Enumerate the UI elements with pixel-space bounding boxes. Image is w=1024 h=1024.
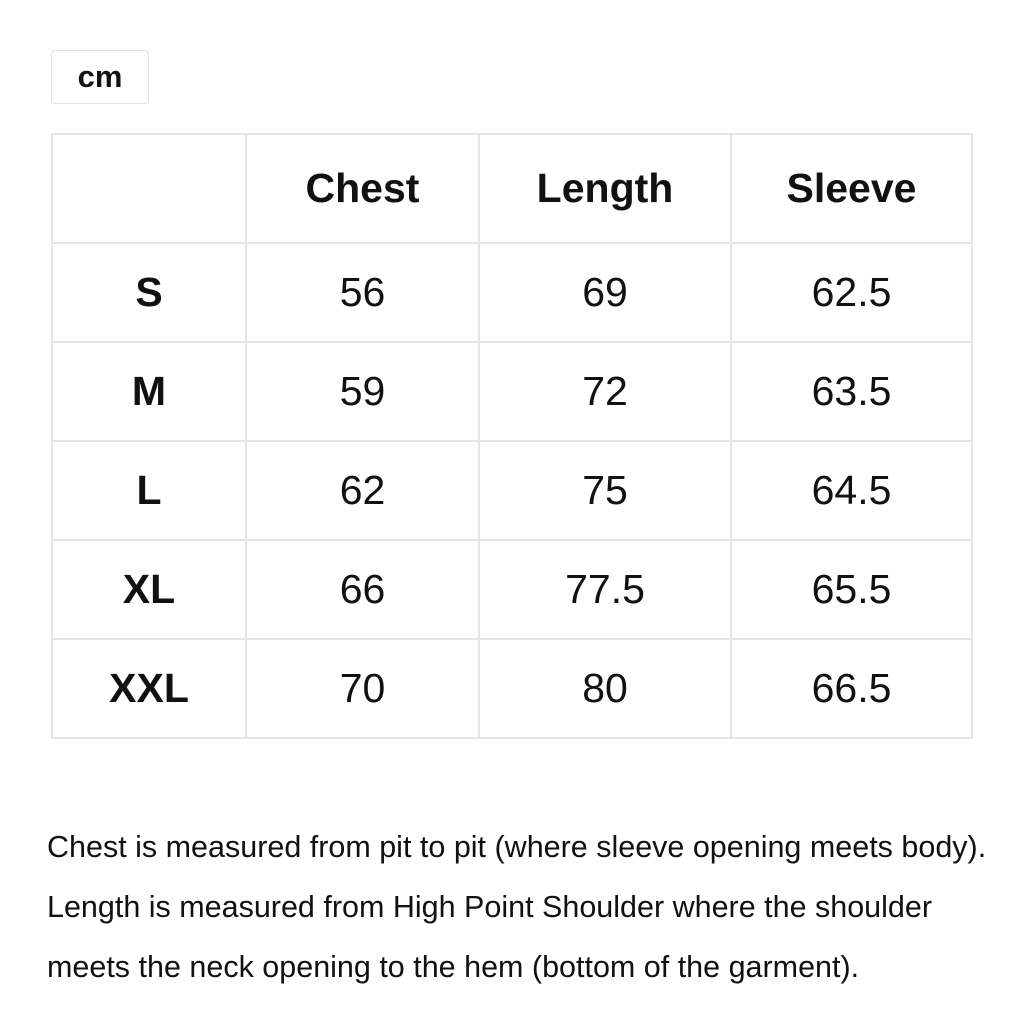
- table-header-row: [52, 134, 972, 243]
- sleeve-value: 66.5: [731, 639, 972, 738]
- sleeve-value: 62.5: [731, 243, 972, 342]
- table-row: [52, 243, 972, 342]
- header-length: Length: [479, 134, 731, 243]
- chest-value: 70: [246, 639, 479, 738]
- unit-tag-cm[interactable]: cm: [51, 50, 149, 104]
- chest-value: 56: [246, 243, 479, 342]
- chest-value: 59: [246, 342, 479, 441]
- size-label: XL: [52, 540, 246, 639]
- header-chest: Chest: [246, 134, 479, 243]
- length-value: 77.5: [479, 540, 731, 639]
- table-row: [52, 639, 972, 738]
- length-value: 69: [479, 243, 731, 342]
- header-sleeve: Sleeve: [731, 134, 972, 243]
- table-row: [52, 540, 972, 639]
- size-table: [51, 133, 973, 739]
- length-value: 80: [479, 639, 731, 738]
- sleeve-value: 64.5: [731, 441, 972, 540]
- sleeve-value: 63.5: [731, 342, 972, 441]
- table-row: [52, 342, 972, 441]
- size-label: L: [52, 441, 246, 540]
- sleeve-value: 65.5: [731, 540, 972, 639]
- table-row: [52, 441, 972, 540]
- header-corner-cell: [52, 134, 246, 243]
- size-label: M: [52, 342, 246, 441]
- measurement-note: Chest is measured from pit to pit (where sleeve opening meets body). Length is measured from High Point Shoulder where the shoulder meets the neck opening to the hem (bottom of the garment).: [47, 829, 987, 984]
- size-label: S: [52, 243, 246, 342]
- chest-value: 62: [246, 441, 479, 540]
- chest-value: 66: [246, 540, 479, 639]
- length-value: 72: [479, 342, 731, 441]
- length-value: 75: [479, 441, 731, 540]
- size-label: XXL: [52, 639, 246, 738]
